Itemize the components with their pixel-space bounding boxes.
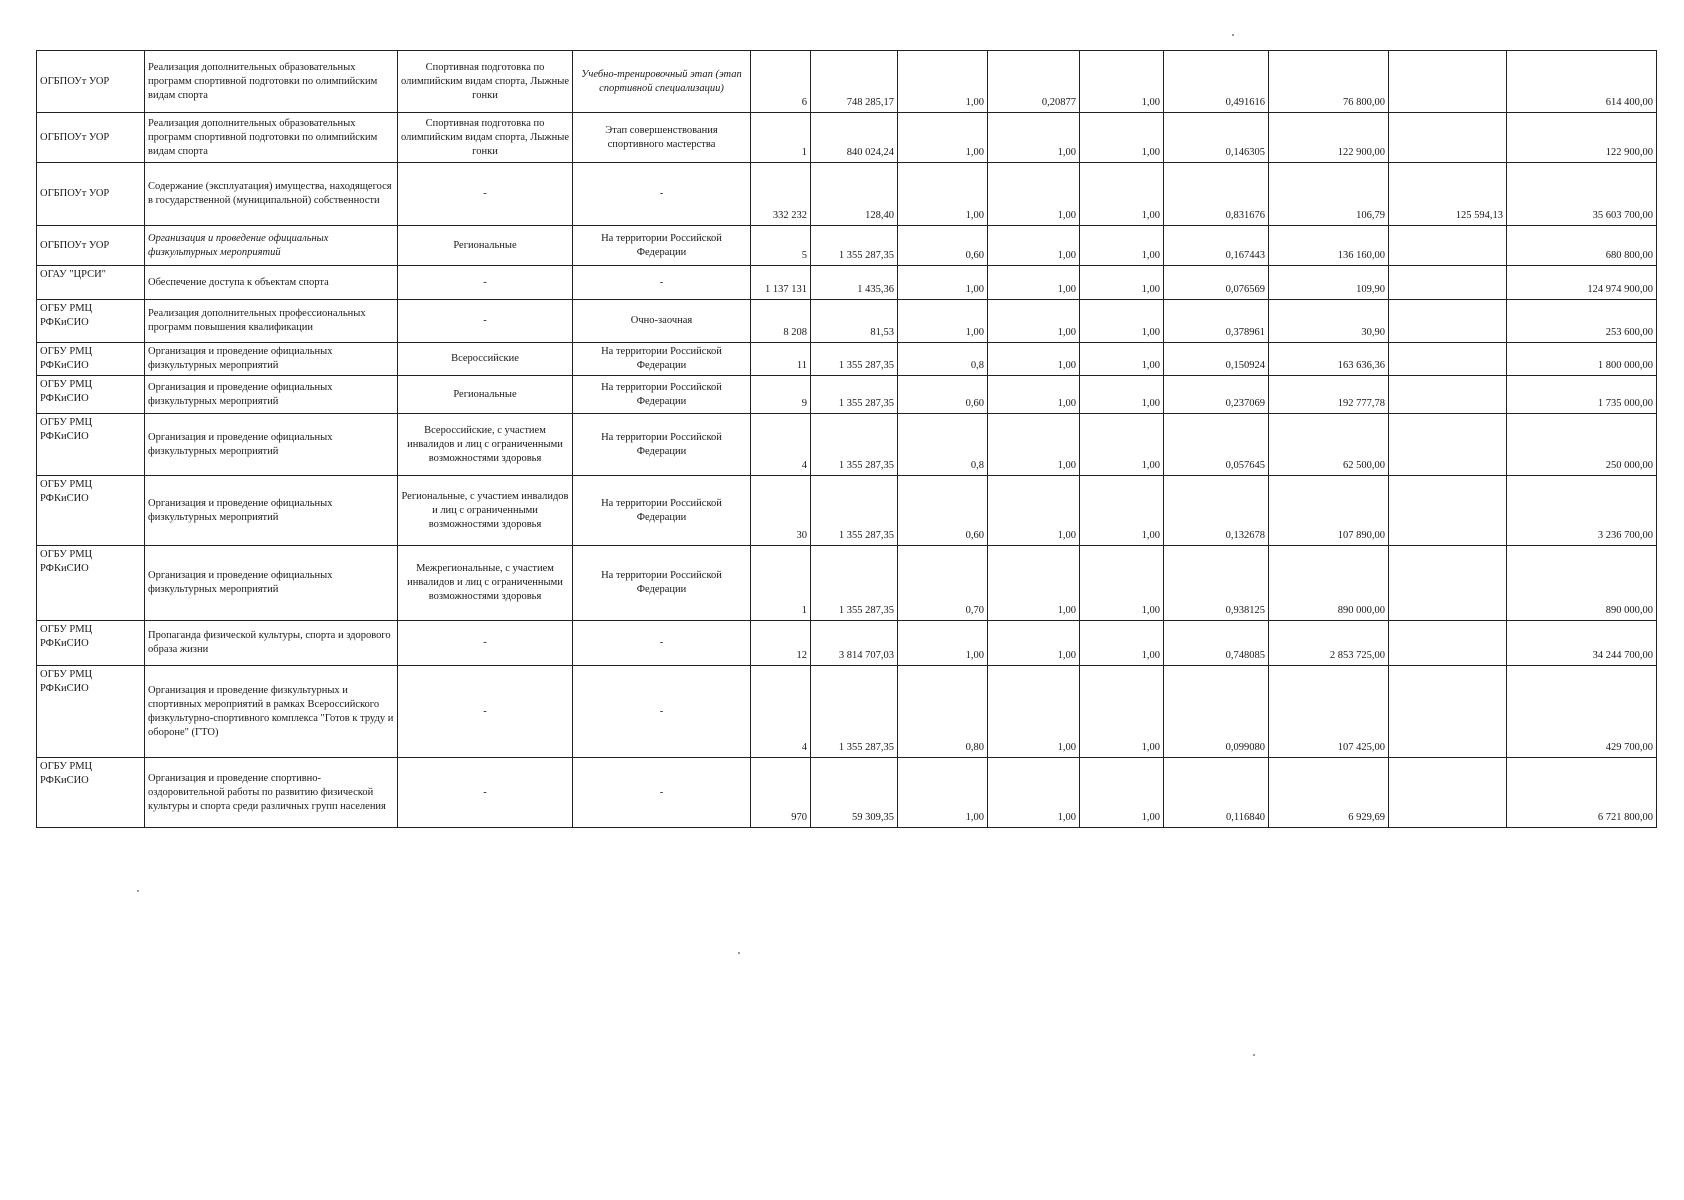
table-row: [37, 414, 1657, 476]
service-condition-cell: На территории Российской Федерации: [573, 226, 751, 266]
total-cell: 6 721 800,00: [1507, 758, 1657, 828]
coef-2-cell: 1,00: [988, 758, 1080, 828]
coef-3-cell: 1,00: [1080, 266, 1164, 300]
unit-cost-cell: 76 800,00: [1269, 51, 1389, 113]
service-content-cell: -: [398, 266, 573, 300]
volume-cell: 9: [751, 376, 811, 414]
volume-cell: 11: [751, 343, 811, 376]
total-cell: 3 236 700,00: [1507, 476, 1657, 546]
coef-3-cell: 1,00: [1080, 376, 1164, 414]
extra-cost-cell: [1389, 343, 1507, 376]
unit-cost-cell: 107 890,00: [1269, 476, 1389, 546]
coef-3-cell: 1,00: [1080, 414, 1164, 476]
extra-cost-cell: [1389, 476, 1507, 546]
service-condition-cell: Этап совершенствования спортивного мастерства: [573, 113, 751, 163]
extra-cost-cell: [1389, 226, 1507, 266]
base-cost-cell: 748 285,17: [811, 51, 898, 113]
institution-cell: ОГБУ РМЦ РФКиСИО: [37, 343, 145, 376]
coef-3-cell: 1,00: [1080, 621, 1164, 666]
extra-cost-cell: [1389, 300, 1507, 343]
service-condition-cell: -: [573, 163, 751, 226]
institution-cell: ОГБПОУт УОР: [37, 51, 145, 113]
service-content-cell: Спортивная подготовка по олимпийским видам спорта, Лыжные гонки: [398, 51, 573, 113]
volume-cell: 8 208: [751, 300, 811, 343]
coef-1-cell: 1,00: [898, 266, 988, 300]
scan-speck: [738, 952, 740, 954]
coef-1-cell: 0,80: [898, 666, 988, 758]
base-cost-cell: 1 355 287,35: [811, 376, 898, 414]
service-name-cell: Организация и проведение спортивно-оздоровительной работы по развитию физической культуры и спорта среди различных групп населения: [145, 758, 398, 828]
share-cell: 0,146305: [1164, 113, 1269, 163]
table-row: [37, 226, 1657, 266]
coef-2-cell: 1,00: [988, 226, 1080, 266]
table-row: [37, 343, 1657, 376]
share-cell: 0,116840: [1164, 758, 1269, 828]
base-cost-cell: 1 355 287,35: [811, 414, 898, 476]
table-row: [37, 266, 1657, 300]
institution-cell: ОГБПОУт УОР: [37, 113, 145, 163]
coef-1-cell: 0,60: [898, 226, 988, 266]
share-cell: 0,748085: [1164, 621, 1269, 666]
coef-3-cell: 1,00: [1080, 226, 1164, 266]
volume-cell: 332 232: [751, 163, 811, 226]
base-cost-cell: 1 355 287,35: [811, 546, 898, 621]
extra-cost-cell: [1389, 666, 1507, 758]
share-cell: 0,150924: [1164, 343, 1269, 376]
service-condition-cell: На территории Российской Федерации: [573, 414, 751, 476]
volume-cell: 4: [751, 414, 811, 476]
unit-cost-cell: 136 160,00: [1269, 226, 1389, 266]
unit-cost-cell: 2 853 725,00: [1269, 621, 1389, 666]
coef-1-cell: 0,60: [898, 476, 988, 546]
service-name-cell: Реализация дополнительных образовательных программ спортивной подготовки по олимпийским видам спорта: [145, 113, 398, 163]
total-cell: 890 000,00: [1507, 546, 1657, 621]
coef-2-cell: 1,00: [988, 343, 1080, 376]
institution-cell: ОГАУ "ЦРСИ": [37, 266, 145, 300]
service-condition-cell: На территории Российской Федерации: [573, 343, 751, 376]
service-content-cell: Региональные: [398, 226, 573, 266]
share-cell: 0,099080: [1164, 666, 1269, 758]
institution-cell: ОГБУ РМЦ РФКиСИО: [37, 621, 145, 666]
base-cost-cell: 840 024,24: [811, 113, 898, 163]
coef-2-cell: 0,20877: [988, 51, 1080, 113]
coef-1-cell: 0,8: [898, 343, 988, 376]
service-condition-cell: -: [573, 666, 751, 758]
coef-2-cell: 1,00: [988, 546, 1080, 621]
service-content-cell: -: [398, 666, 573, 758]
volume-cell: 30: [751, 476, 811, 546]
coef-1-cell: 0,70: [898, 546, 988, 621]
coef-2-cell: 1,00: [988, 666, 1080, 758]
institution-cell: ОГБУ РМЦ РФКиСИО: [37, 476, 145, 546]
service-name-cell: Организация и проведение физкультурных и спортивных мероприятий в рамках Всероссийского физкультурно-спортивного комплекса "Готов к труду и обороне" (ГТО): [145, 666, 398, 758]
total-cell: 253 600,00: [1507, 300, 1657, 343]
service-content-cell: Всероссийские, с участием инвалидов и лиц с ограниченными возможностями здоровья: [398, 414, 573, 476]
institution-cell: ОГБУ РМЦ РФКиСИО: [37, 300, 145, 343]
table-row: [37, 300, 1657, 343]
table-row: [37, 163, 1657, 226]
unit-cost-cell: 890 000,00: [1269, 546, 1389, 621]
institution-cell: ОГБУ РМЦ РФКиСИО: [37, 666, 145, 758]
base-cost-cell: 128,40: [811, 163, 898, 226]
service-content-cell: Спортивная подготовка по олимпийским видам спорта, Лыжные гонки: [398, 113, 573, 163]
institution-cell: ОГБПОУт УОР: [37, 226, 145, 266]
volume-cell: 4: [751, 666, 811, 758]
extra-cost-cell: [1389, 113, 1507, 163]
service-condition-cell: -: [573, 266, 751, 300]
service-name-cell: Организация и проведение официальных физкультурных мероприятий: [145, 414, 398, 476]
table-row: [37, 476, 1657, 546]
base-cost-cell: 81,53: [811, 300, 898, 343]
extra-cost-cell: 125 594,13: [1389, 163, 1507, 226]
coef-1-cell: 1,00: [898, 300, 988, 343]
coef-1-cell: 0,8: [898, 414, 988, 476]
service-condition-cell: На территории Российской Федерации: [573, 476, 751, 546]
share-cell: 0,491616: [1164, 51, 1269, 113]
table-row: [37, 758, 1657, 828]
extra-cost-cell: [1389, 376, 1507, 414]
share-cell: 0,831676: [1164, 163, 1269, 226]
volume-cell: 1 137 131: [751, 266, 811, 300]
service-content-cell: -: [398, 300, 573, 343]
unit-cost-cell: 107 425,00: [1269, 666, 1389, 758]
table-row: [37, 51, 1657, 113]
coef-1-cell: 1,00: [898, 163, 988, 226]
extra-cost-cell: [1389, 621, 1507, 666]
coef-1-cell: 1,00: [898, 758, 988, 828]
coef-2-cell: 1,00: [988, 113, 1080, 163]
service-name-cell: Содержание (эксплуатация) имущества, находящегося в государственной (муниципальной) собственности: [145, 163, 398, 226]
institution-cell: ОГБУ РМЦ РФКиСИО: [37, 546, 145, 621]
coef-3-cell: 1,00: [1080, 163, 1164, 226]
volume-cell: 12: [751, 621, 811, 666]
coef-2-cell: 1,00: [988, 621, 1080, 666]
institution-cell: ОГБУ РМЦ РФКиСИО: [37, 376, 145, 414]
share-cell: 0,938125: [1164, 546, 1269, 621]
base-cost-cell: 1 355 287,35: [811, 476, 898, 546]
service-content-cell: Межрегиональные, с участием инвалидов и лиц с ограниченными возможностями здоровья: [398, 546, 573, 621]
base-cost-cell: 1 355 287,35: [811, 343, 898, 376]
coef-2-cell: 1,00: [988, 376, 1080, 414]
base-cost-cell: 3 814 707,03: [811, 621, 898, 666]
service-name-cell: Организация и проведение официальных физкультурных мероприятий: [145, 343, 398, 376]
service-content-cell: -: [398, 163, 573, 226]
coef-3-cell: 1,00: [1080, 300, 1164, 343]
service-name-cell: Организация и проведение официальных физкультурных мероприятий: [145, 546, 398, 621]
unit-cost-cell: 192 777,78: [1269, 376, 1389, 414]
coef-1-cell: 0,60: [898, 376, 988, 414]
total-cell: 680 800,00: [1507, 226, 1657, 266]
service-name-cell: Обеспечение доступа к объектам спорта: [145, 266, 398, 300]
service-condition-cell: Очно-заочная: [573, 300, 751, 343]
unit-cost-cell: 6 929,69: [1269, 758, 1389, 828]
institution-cell: ОГБУ РМЦ РФКиСИО: [37, 414, 145, 476]
services-table: [36, 50, 1657, 828]
share-cell: 0,132678: [1164, 476, 1269, 546]
total-cell: 124 974 900,00: [1507, 266, 1657, 300]
base-cost-cell: 59 309,35: [811, 758, 898, 828]
service-content-cell: -: [398, 758, 573, 828]
coef-3-cell: 1,00: [1080, 666, 1164, 758]
coef-3-cell: 1,00: [1080, 546, 1164, 621]
total-cell: 250 000,00: [1507, 414, 1657, 476]
share-cell: 0,057645: [1164, 414, 1269, 476]
unit-cost-cell: 109,90: [1269, 266, 1389, 300]
unit-cost-cell: 163 636,36: [1269, 343, 1389, 376]
service-content-cell: Региональные, с участием инвалидов и лиц с ограниченными возможностями здоровья: [398, 476, 573, 546]
total-cell: 34 244 700,00: [1507, 621, 1657, 666]
volume-cell: 1: [751, 546, 811, 621]
service-condition-cell: Учебно-тренировочный этап (этап спортивной специализации): [573, 51, 751, 113]
volume-cell: 1: [751, 113, 811, 163]
scan-speck: [1253, 1054, 1255, 1056]
coef-3-cell: 1,00: [1080, 476, 1164, 546]
coef-3-cell: 1,00: [1080, 51, 1164, 113]
coef-2-cell: 1,00: [988, 266, 1080, 300]
coef-2-cell: 1,00: [988, 414, 1080, 476]
extra-cost-cell: [1389, 266, 1507, 300]
table-row: [37, 376, 1657, 414]
extra-cost-cell: [1389, 414, 1507, 476]
service-condition-cell: -: [573, 621, 751, 666]
share-cell: 0,378961: [1164, 300, 1269, 343]
service-condition-cell: На территории Российской Федерации: [573, 376, 751, 414]
coef-3-cell: 1,00: [1080, 758, 1164, 828]
total-cell: 1 800 000,00: [1507, 343, 1657, 376]
coef-2-cell: 1,00: [988, 300, 1080, 343]
extra-cost-cell: [1389, 758, 1507, 828]
coef-1-cell: 1,00: [898, 113, 988, 163]
share-cell: 0,167443: [1164, 226, 1269, 266]
service-name-cell: Организация и проведение официальных физкультурных мероприятий: [145, 376, 398, 414]
document-sheet: [36, 50, 1656, 828]
coef-2-cell: 1,00: [988, 163, 1080, 226]
total-cell: 122 900,00: [1507, 113, 1657, 163]
share-cell: 0,076569: [1164, 266, 1269, 300]
coef-1-cell: 1,00: [898, 621, 988, 666]
coef-2-cell: 1,00: [988, 476, 1080, 546]
volume-cell: 5: [751, 226, 811, 266]
table-row: [37, 113, 1657, 163]
service-content-cell: -: [398, 621, 573, 666]
service-name-cell: Реализация дополнительных образовательных программ спортивной подготовки по олимпийским видам спорта: [145, 51, 398, 113]
unit-cost-cell: 106,79: [1269, 163, 1389, 226]
extra-cost-cell: [1389, 51, 1507, 113]
base-cost-cell: 1 355 287,35: [811, 666, 898, 758]
total-cell: 1 735 000,00: [1507, 376, 1657, 414]
service-condition-cell: -: [573, 758, 751, 828]
base-cost-cell: 1 435,36: [811, 266, 898, 300]
coef-1-cell: 1,00: [898, 51, 988, 113]
extra-cost-cell: [1389, 546, 1507, 621]
table-row: [37, 621, 1657, 666]
service-name-cell: Организация и проведение официальных физкультурных мероприятий: [145, 476, 398, 546]
coef-3-cell: 1,00: [1080, 343, 1164, 376]
unit-cost-cell: 122 900,00: [1269, 113, 1389, 163]
share-cell: 0,237069: [1164, 376, 1269, 414]
base-cost-cell: 1 355 287,35: [811, 226, 898, 266]
service-content-cell: Региональные: [398, 376, 573, 414]
scan-speck: [137, 890, 139, 892]
coef-3-cell: 1,00: [1080, 113, 1164, 163]
service-name-cell: Пропаганда физической культуры, спорта и здорового образа жизни: [145, 621, 398, 666]
service-name-cell: Организация и проведение официальных физкультурных мероприятий: [145, 226, 398, 266]
volume-cell: 970: [751, 758, 811, 828]
institution-cell: ОГБУ РМЦ РФКиСИО: [37, 758, 145, 828]
total-cell: 35 603 700,00: [1507, 163, 1657, 226]
volume-cell: 6: [751, 51, 811, 113]
service-name-cell: Реализация дополнительных профессиональных программ повышения квалификации: [145, 300, 398, 343]
total-cell: 614 400,00: [1507, 51, 1657, 113]
service-content-cell: Всероссийские: [398, 343, 573, 376]
table-row: [37, 666, 1657, 758]
scan-speck: [1232, 34, 1234, 36]
unit-cost-cell: 62 500,00: [1269, 414, 1389, 476]
unit-cost-cell: 30,90: [1269, 300, 1389, 343]
table-row: [37, 546, 1657, 621]
total-cell: 429 700,00: [1507, 666, 1657, 758]
institution-cell: ОГБПОУт УОР: [37, 163, 145, 226]
service-condition-cell: На территории Российской Федерации: [573, 546, 751, 621]
